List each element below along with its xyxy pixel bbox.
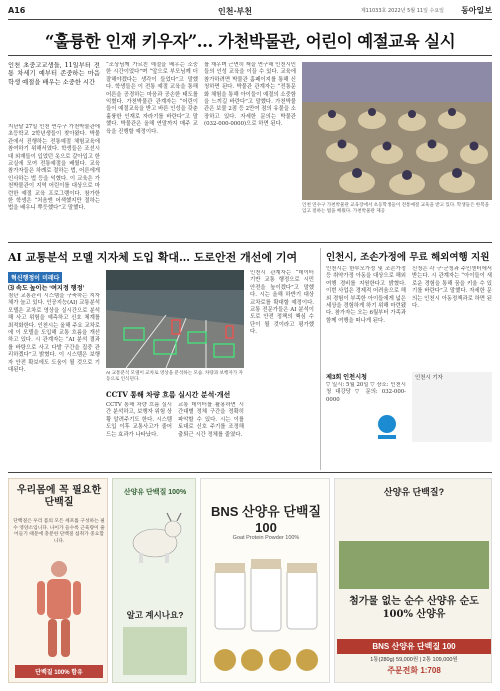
badge-icon [296, 649, 318, 671]
article1-headline: “훌륭한 인재 키우자”… 가천박물관, 어린이 예절교육 실시 [44, 32, 456, 51]
product-jars-icon [211, 559, 321, 639]
body-muscle-illustration [29, 559, 89, 659]
classroom-photo [302, 62, 492, 200]
ad-center-badges [211, 649, 321, 675]
ad-left [8, 478, 108, 683]
badge-icon [269, 649, 291, 671]
ad-right-price: 1통(280g) 59,000원 | 2통 109,000원 [370, 657, 458, 663]
article2-col1: 첨단 교통관리 시스템을 구축하는 지자체가 늘고 있다. 인공지능(AI) 교통분석 모델은 교차로 영상을 실시간으로 분석해 사고 위험을 예측하고 신호 체계를 최적화한다. 인천시는 올해 주요 교차로에 이 모델을 도입해 교통 흐름을 개선하고 있다. 시 관계자는 “AI 분석 결과를 바탕으로 사고 다발 구간을 집중 관리하겠다”고 밝혔다. 이 시스템은 보행자 안전 확보에도 도움이 될 것으로 기대된다. [8, 293, 100, 374]
article3-col2: 신청은 각 구·군청과 주민센터에서 받는다. 시 관계자는 “아이들이 새로운 경험을 통해 꿈을 키울 수 있기를 바란다”고 말했다. 자세한 문의는 인천시 아동정책과로 하면 된다. [412, 266, 492, 310]
article1-lead: 인천 초중고교생들, 11일부터 전통 차세기 예부터 존중하는 마음 학생 예절을 배우는 소중한 시간 [8, 62, 100, 86]
notice-body: ▽ 일시: 5월 20일 ▽ 장소: 인천시청 대강당 ▽ 문의: 032-000-0000 [326, 382, 406, 403]
channel-logo-icon [372, 412, 402, 442]
article1-photo-caption: 인천 연수구 가천박물관 교육장에서 초등학생들이 전통예절 교육을 받고 있다. 학생들은 한복을 입고 절하는 법을 배웠다. 가천박물관 제공 [302, 202, 490, 213]
ad-mid-question: 알고 계시나요? [126, 610, 184, 620]
ad-right [334, 478, 492, 683]
ad-right-product: BNS 산양유 단백질 100 [337, 639, 491, 654]
article3-headline: 인천시, 조손가정에 무료 해외여행 지원 [326, 252, 490, 263]
badge-icon [214, 649, 236, 671]
issue-info: 제11033호 2022년 5월 11일 수요일 [360, 8, 444, 14]
notice-heading: 제3회 인천시청 [326, 374, 368, 381]
article2-subhead: ⑶ 속도 높이는 ‘여지정 행정’ [8, 285, 85, 292]
ad-mid-title: 산양유 단백질 100% [123, 489, 187, 496]
ad-center-brand-en: Goat Protein Powder 100% [232, 535, 300, 541]
ad-mid-chart [123, 627, 187, 675]
article2-photo-subtitle: CCTV 통해 차량 흐름 실시간 분석·개선 [106, 390, 231, 399]
ad-right-title: 산양유 단백질? [383, 487, 445, 497]
article1-col2: “조상님께 가르친 예절을 배우는 소중한 시간이었다”며 “앞으로 부모님께 더 잘해야겠다는 생각이 들었다”고 말했다. 학생들은 이 전통 예절 교육을 통해 어른을 공경하는 마음과 공손한 태도를 익혔다. 가천박물관 관계자는 “어린이들이 예절교육을 받고 바른 인성을 갖춘 훌륭한 인재로 자라기를 바란다”고 말했다. 박물관은 올해 연말까지 매주 교육을 진행할 예정이다. [106, 62, 198, 135]
article2-photo [106, 270, 244, 368]
ad-right-subtitle: 첨가물 없는 순수 산양유 순도 100% 산양유 [349, 596, 479, 620]
ad-left-bottom: 단백질 100% 함유 [15, 665, 103, 678]
ad-right-order: 주문전화 1:708 [387, 666, 441, 675]
article2-col2: CCTV 통해 차량 흐름 실시간 분석하고, 보행자 위험 상황 알려주기도 한다. 시스템 도입 이후 교통사고가 줄어드는 효과가 나타났다. [106, 402, 172, 438]
goat-icon [123, 509, 187, 565]
article1-photo [302, 62, 492, 200]
ad-center-brand: BNS 산양유 단백질 100 [210, 504, 322, 535]
info-box: 인천시 기자 [412, 372, 492, 442]
article2-headline: AI 교통분석 모델 지자체 도입 확대… 도로안전 개선에 기여 [8, 251, 298, 264]
ad-right-photo [339, 541, 489, 589]
ad-left-title: 우리몸에 꼭 필요한 단백질 [16, 485, 102, 508]
ad-mid [112, 478, 196, 683]
article2-col2b: 교통 데이터를 활용하면 시간대별 정체 구간을 정확히 파악할 수 있다. 시는 이를 토대로 신호 주기를 조정해 출퇴근 시간 정체를 줄였다. [178, 402, 244, 438]
article1-col1: 지난달 27일 인천 연수구 가천박물관에 초등학교 2학년생들이 찾아왔다. 박물관에서 진행하는 전통예절 체험교육에 참여하기 위해서였다. 학생들은 조선시대 외재들이 입었던 옷으로 갈아입고 한 교실에 모여 전통예절을 배웠다. 교육 참가자들은 차례로 절하는 법, 어른에게 인사하는 법 등을 익혔다. 이 교육은 가천박물관이 지역 어린이를 대상으로 마련한 예절 교육 프로그램이다. 참가한 한 학생은 “처음엔 어색했지만 절하는 법을 배우니 뿌듯했다”고 말했다. [8, 124, 100, 212]
article2-series-tag: 혁신행정이 미래다 [8, 272, 62, 283]
article3-col1: 인천시는 한부모가정 및 조손가정 등 취약가정 아동을 대상으로 해외여행 경비를 지원한다고 밝혔다. 이번 사업은 경제적 어려움으로 해외 경험이 부족한 아이들에게 넓은 세상을 경험하게 하기 위해 마련됐다. 참가자는 오는 6월부터 가족과 함께 여행을 떠나게 된다. [326, 266, 406, 324]
ad-rule [8, 472, 492, 473]
paper-name: 동아일보 [461, 5, 492, 15]
column-divider [320, 248, 321, 470]
article2-photo-caption: AI 교통분석 모델이 교차로 영상을 분석하는 모습. 차량과 보행자가 자동으로 인식된다. [106, 370, 243, 381]
page-number: A16 [8, 6, 26, 15]
masthead [8, 4, 492, 20]
article2-col3: 인천시 관계자는 “데이터 기반 교통 행정으로 시민 안전을 높이겠다”고 말했다. 시는 올해 하반기 대상 교차로를 확대할 예정이다. 교통 전문가들은 AI 분석이 도로 안전 정책의 핵심 수단이 될 것이라고 평가했다. [250, 270, 314, 336]
headline-rule [8, 55, 492, 56]
badge-icon [241, 649, 263, 671]
traffic-camera-photo [106, 270, 244, 368]
article1-col3: 를 재우며 근면히 책을 연구해 인천시민들의 인성 교육을 이끌 수 있다. 교육에 참가하려면 박물관 홈페이지를 통해 신청하면 된다. 박물관 관계자는 “전통문화 체험을 통해 아이들이 예절의 소중함을 느끼길 바란다”고 말했다. 가천박물관은 보물 2점 등 2만여 점의 유물을 소장하고 있다. 자세한 문의는 박물관(032-000-0000)으로 하면 된다. [204, 62, 296, 128]
channel-logo [372, 412, 402, 442]
section-rule [8, 242, 492, 243]
ad-center [200, 478, 330, 683]
ad-left-body: 단백질은 우리 몸의 모든 세포를 구성하는 필수 영양소입니다. 나이가 들수록 근육량이 줄어들기 때문에 충분한 단백질 섭취가 중요합니다. [13, 519, 105, 544]
section-name: 인천·부천 [218, 7, 252, 16]
